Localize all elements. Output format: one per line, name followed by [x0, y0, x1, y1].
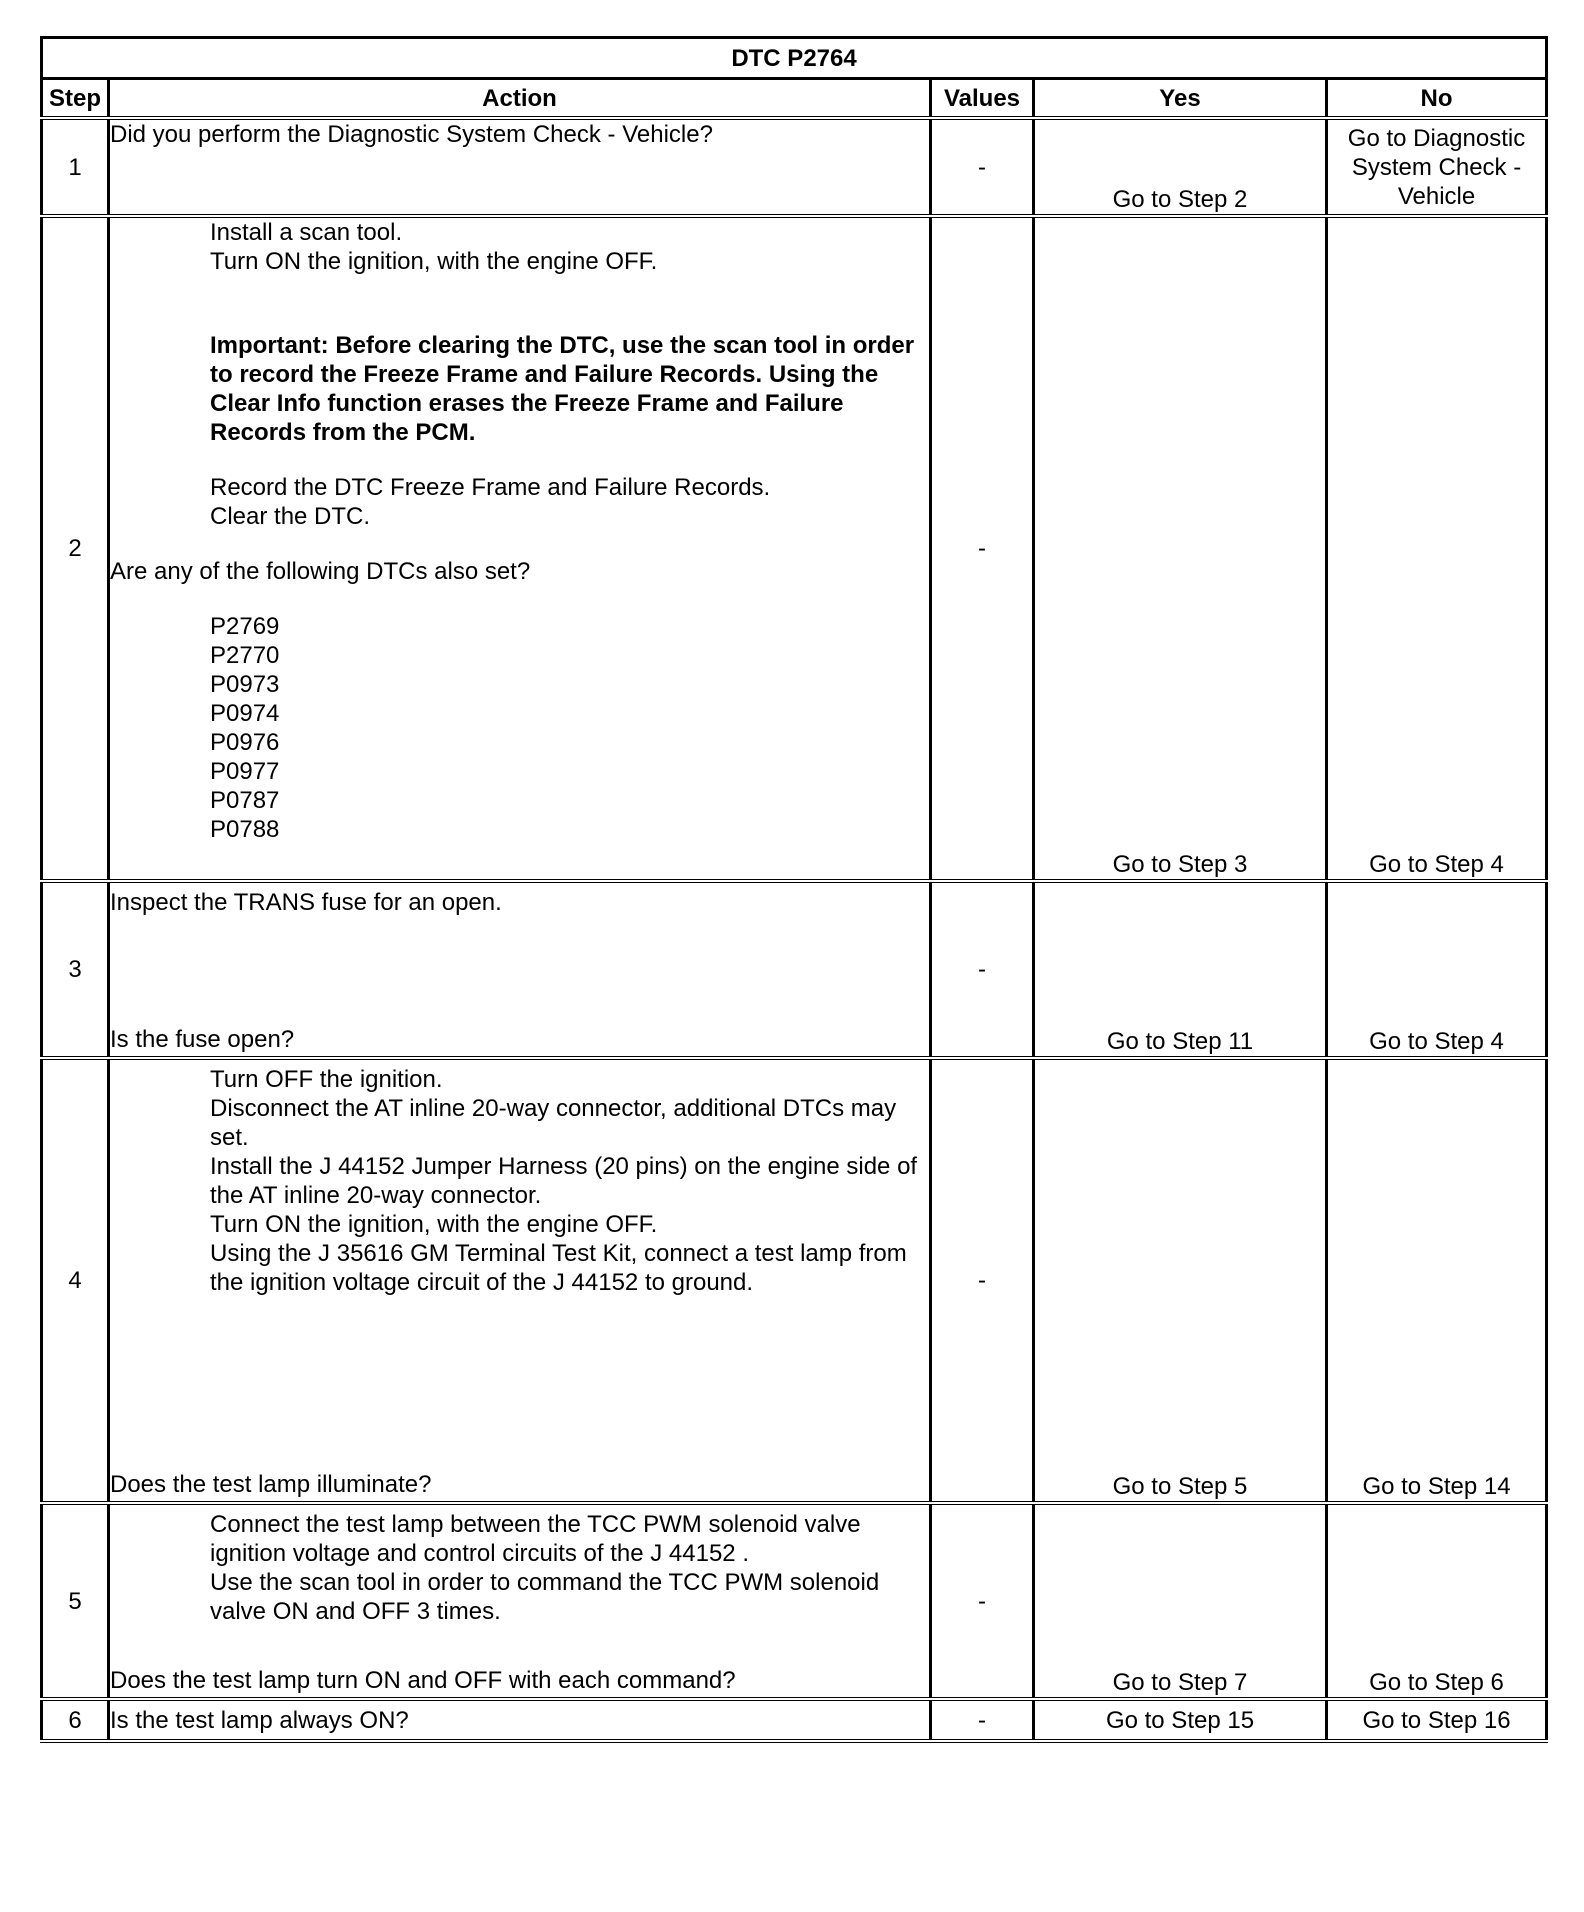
value-cell: - [931, 1699, 1034, 1741]
table-title: DTC P2764 [42, 38, 1547, 79]
instruction-text: Using the J 35616 GM Terminal Test Kit, connect a test lamp from the ignition voltage circuit of the J 44152 to ground. [210, 1240, 907, 1296]
no-cell: Go to Diagnostic System Check - Vehicle [1327, 118, 1547, 216]
step-number: 3 [42, 881, 109, 1058]
dtc-code: P2770 [210, 642, 280, 669]
instruction-text: Disconnect the AT inline 20-way connector, additional DTCs may set. [210, 1095, 897, 1151]
dtc-code: P0974 [210, 700, 280, 727]
instruction-text: Record the DTC Freeze Frame and Failure Records. [210, 474, 771, 501]
instruction-text: Install the J 44152 Jumper Harness (20 pins) on the engine side of the AT inline 20-way connector. [210, 1153, 918, 1209]
action-question: Is the test lamp always ON? [110, 1706, 409, 1734]
instruction-text: Turn ON the ignition, with the engine OFF. [210, 248, 658, 275]
action-cell [109, 216, 931, 881]
step-number: 4 [42, 1058, 109, 1503]
action-question: Does the test lamp illuminate? [110, 1471, 432, 1498]
table-row [42, 216, 1547, 881]
table-row [42, 1503, 1547, 1699]
header-step: Step [42, 79, 109, 119]
header-action: Action [109, 79, 931, 119]
no-cell: Go to Step 4 [1327, 881, 1547, 1058]
table-row [42, 1699, 1547, 1741]
action-cell [109, 881, 931, 1058]
dtc-code: P0787 [210, 787, 280, 814]
instruction-text: Turn ON the ignition, with the engine OFF. [210, 1211, 658, 1238]
action-question: Are any of the following DTCs also set? [110, 558, 531, 585]
header-values: Values [931, 79, 1034, 119]
action-question: Does the test lamp turn ON and OFF with each command? [110, 1667, 736, 1694]
no-cell: Go to Step 6 [1327, 1503, 1547, 1699]
value-cell: - [931, 118, 1034, 216]
dtc-code: P0977 [210, 758, 280, 785]
value-cell: - [931, 1503, 1034, 1699]
value-cell: - [931, 1058, 1034, 1503]
yes-cell: Go to Step 2 [1034, 118, 1327, 216]
dtc-code: P0788 [210, 816, 280, 843]
table-row [42, 881, 1547, 1058]
dtc-code: P0976 [210, 729, 280, 756]
no-cell: Go to Step 4 [1327, 216, 1547, 881]
instruction-text: Connect the test lamp between the TCC PWM solenoid valve ignition voltage and control circuits of the J 44152 . [210, 1511, 861, 1567]
step-number: 2 [42, 216, 109, 881]
yes-cell: Go to Step 3 [1034, 216, 1327, 881]
yes-cell: Go to Step 11 [1034, 881, 1327, 1058]
dtc-code: P0973 [210, 671, 280, 698]
action-cell [109, 1503, 931, 1699]
instruction-text: Inspect the TRANS fuse for an open. [110, 889, 502, 916]
action-cell [109, 1699, 931, 1741]
value-cell: - [931, 216, 1034, 881]
yes-cell: Go to Step 5 [1034, 1058, 1327, 1503]
action-question: Is the fuse open? [110, 1026, 295, 1053]
header-no: No [1327, 79, 1547, 119]
no-cell: Go to Step 14 [1327, 1058, 1547, 1503]
table-row [42, 1058, 1547, 1503]
instruction-text: Turn OFF the ignition. [210, 1066, 443, 1093]
instruction-text: Clear the DTC. [210, 503, 371, 530]
dtc-code: P2769 [210, 613, 280, 640]
step-number: 6 [42, 1699, 109, 1741]
value-cell: - [931, 881, 1034, 1058]
no-cell: Go to Step 16 [1327, 1699, 1547, 1741]
yes-cell: Go to Step 15 [1034, 1699, 1327, 1741]
important-note: Important: Before clearing the DTC, use the scan tool in order to record the Freeze Frame and Failure Records. Using the Clear Info function erases the Freeze Frame and Failure Records from the PCM. [210, 332, 915, 446]
instruction-text: Install a scan tool. [210, 219, 403, 246]
table-row [42, 118, 1547, 216]
action-cell [109, 118, 931, 216]
action-question: Did you perform the Diagnostic System Check - Vehicle? [110, 121, 713, 148]
dtc-table [40, 36, 1548, 1743]
step-number: 1 [42, 118, 109, 216]
yes-cell: Go to Step 7 [1034, 1503, 1327, 1699]
action-cell [109, 1058, 931, 1503]
step-number: 5 [42, 1503, 109, 1699]
instruction-text: Use the scan tool in order to command the TCC PWM solenoid valve ON and OFF 3 times. [210, 1569, 880, 1625]
header-yes: Yes [1034, 79, 1327, 119]
